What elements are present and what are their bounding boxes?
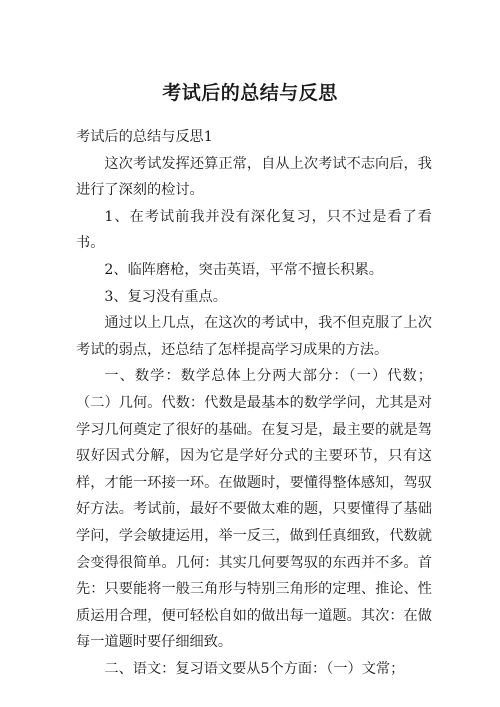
paragraph-point-3: 3、复习没有重点。 (104, 288, 227, 305)
document-subtitle: 考试后的总结与反思1 (76, 129, 213, 145)
paragraph-point-1: 1、在考试前我并没有深化复习，只不过是看了看书。 (76, 208, 432, 252)
paragraph-chinese: 二、语文：复习语文要从5个方面：（一）文常； (104, 660, 405, 677)
document-title: 考试后的总结与反思 (162, 82, 338, 104)
paragraph-point-2: 2、临阵磨枪，突击英语，平常不擅长积累。 (104, 261, 383, 278)
document-body (76, 124, 432, 682)
paragraph-math: 一、数学：数学总体上分两大部分：（一）代数；（二）几何。代数：代数是最基本的数学学问，尤其是对学习几何奠定了很好的基础。在复习是，最主要的就是驾驭好因式分解，因为它是学好分式的主要环节，只有这样，才能一环接一环。在做题时，要懂得整体感知，驾驭好方法。考试前，最好不要做太难的题，只要懂得了基础学问，学会敏捷运用，举一反三，做到任真细致，代数就会变得很简单。几何：其实几何要驾驭的东西并不多。首先：只要能将一般三角形与特别三角形的定理、推论、性质运用合理，便可轻松自如的做出每一道题。其次：在做每一道题时要仔细细致。 (76, 368, 432, 651)
paragraph-intro: 这次考试发挥还算正常，自从上次考试不志向后，我进行了深刻的检讨。 (76, 155, 432, 199)
paragraph-summary: 通过以上几点，在这次的考试中，我不但克服了上次考试的弱点，还总结了怎样提高学习成果的方法。 (76, 315, 432, 358)
